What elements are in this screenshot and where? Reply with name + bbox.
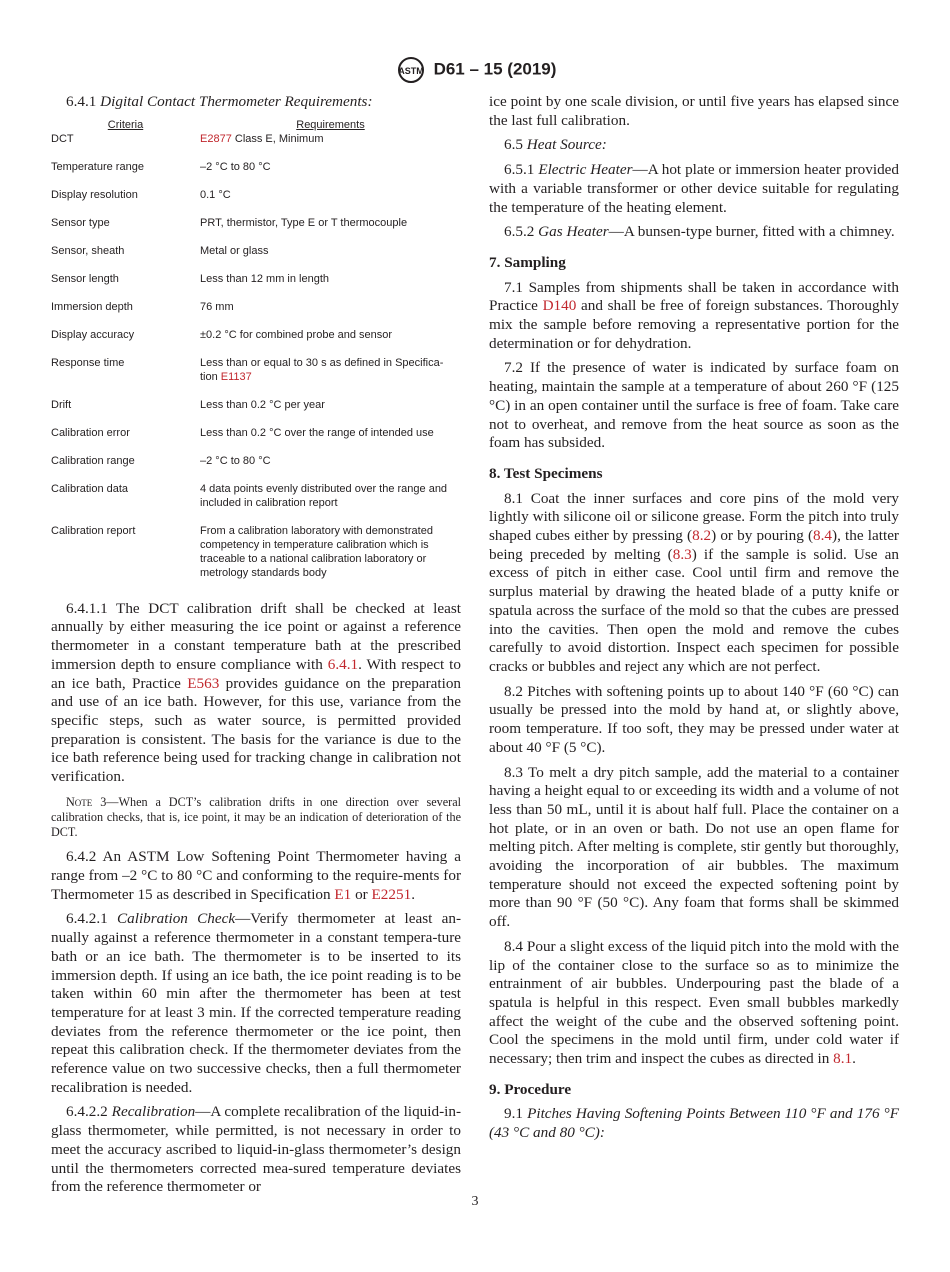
note-3 [51,795,461,841]
cross-reference-link[interactable]: 8.3 [672,545,692,563]
requirement-cell [200,482,461,524]
text-run: 6.5.1 [504,161,539,179]
section-8-4 [489,938,899,1069]
criteria-cell: Calibration data [51,482,129,495]
text-run: 6.4.2 An ASTM Low Softening Point Thermometer having a range from –2 °C to 80 °C and conforming to the require-ments for Thermometer 15 as described in Specification [51,848,461,903]
text-run: ), the latter being preceded by melting ( [489,527,899,563]
text-run: Class E, Minimum [231,132,324,145]
text-run: Digital Contact Thermometer Requirements: [100,93,373,110]
section-6-4-2-2-cont [489,93,899,130]
text-run: 9.1 [504,1105,528,1123]
left-column [51,93,461,1203]
text-run: 3—When a DCT’s calibration drifts in one direction over several calibration checks, that is, ice point, it may be an indication of deterioration of the DCT. [51,794,461,840]
table-row [51,244,461,272]
section-6-5-2 [489,223,899,242]
right-column [489,93,899,1149]
svg-text:ASTM: ASTM [397,66,424,76]
heading-test-specimens [489,465,899,484]
section-6-4-2-1 [51,910,461,1097]
text-run: 6.5.2 [504,223,539,241]
text-run: 7.1 Samples from shipments shall be taken in accordance with Practice [489,278,899,315]
cross-reference-link[interactable]: 8.1 [833,1050,853,1068]
text-run: Note [66,794,93,809]
text-run: Less than 0.2 °C per year [200,398,325,411]
requirement-cell [200,272,461,300]
section-6-4-2-2 [51,1103,461,1197]
table-header-row [51,118,461,132]
requirement-cell [200,328,461,356]
cross-reference-link[interactable]: E563 [187,674,220,692]
dct-requirements-table [51,118,461,594]
text-run: Recalibration [111,1103,196,1121]
requirement-cell [200,356,461,398]
text-run: ice point by one scale division, or until five years has elapsed since the last full calibration. [489,93,899,129]
text-run: Calibration Check [117,910,236,928]
table-row [51,272,461,300]
section-6-5-1 [489,161,899,217]
criteria-cell: Drift [51,398,72,411]
text-run: —A complete recalibration of the liquid-in-glass thermometer, while permitted, is not necessary in order to meet the accuracy ascribed to liquid-in-glass thermometer’s design until the thermometers corrected mea-sured temperature deviates from the reference thermometer or [51,1103,462,1196]
text-run: Metal or glass [200,244,269,257]
cross-reference-link[interactable]: E1 [334,885,352,903]
header-criteria: Criteria [107,118,144,131]
text-run: 6.4.1 [66,93,101,110]
section-8-2 [489,683,899,758]
heading-sampling [489,254,899,273]
document-designation: D61 – 15 (2019) [433,59,557,79]
requirement-cell [200,244,461,272]
text-run: 6.5 [504,136,527,154]
text-run: or [351,885,372,903]
requirement-cell [200,132,461,160]
criteria-cell: Immersion depth [51,300,133,313]
text-run: . With respect to an ice bath, Practice [51,655,461,692]
text-run: –2 °C to 80 °C [200,160,271,173]
cross-reference-link[interactable]: 6.4.1 [327,655,359,673]
astm-logo-icon [394,56,428,84]
section-8-3 [489,764,899,932]
text-run: Less than 12 mm in length [200,272,330,285]
text-run: –2 °C to 80 °C [200,454,271,467]
criteria-cell: Display resolution [51,188,138,201]
criteria-cell: Calibration report [51,524,136,537]
cross-reference-link[interactable]: E2877 [200,132,232,145]
text-run: 6.4.2.1 [66,910,118,928]
table-row [51,426,461,454]
table-row [51,188,461,216]
text-run: and shall be free of foreign substances. Thoroughly mix the sample before removing a representative portion for the determination or for dehydration. [489,297,899,352]
page-header [0,56,950,84]
requirement-cell [200,426,461,454]
table-row [51,454,461,482]
text-run: 76 mm [200,300,234,313]
criteria-cell: Temperature range [51,160,144,173]
section-6-4-2 [51,848,461,904]
text-run: . [411,885,415,903]
requirement-cell [200,188,461,216]
text-run: 0.1 °C [200,188,231,201]
page-number: 3 [471,1194,479,1209]
text-run: —Verify thermometer at least an-nually against a reference thermometer in a constant tempera-ture bath or an ice bath. The thermometer is to be inserted to its immersion depth. If using an ice bath, the ice point reading is to be taken within 60 min after the thermometer has been at test temperature for at least 3 min. If the corrected temperature reading deviates from the reference thermometer or the ice point, then repeat this calibration check. If the thermometer deviates from the reference value on two successive checks, then a full thermometer recalibration is needed. [51,910,462,1096]
table-row [51,398,461,426]
text-run: Gas Heater [538,223,609,241]
text-run: . [852,1050,856,1068]
table-row [51,328,461,356]
section-8-1 [489,490,899,677]
section-7-2 [489,359,899,453]
criteria-cell: Sensor length [51,272,119,285]
table-row [51,524,461,594]
cross-reference-link[interactable]: E2251 [371,885,412,903]
cross-reference-link[interactable]: E1137 [220,370,252,383]
text-run: ) or by pouring ( [711,527,814,545]
requirement-cell [200,398,461,426]
criteria-cell: Sensor type [51,216,110,229]
text-run: 7.2 If the presence of water is indicated by surface foam on heating, maintain the sample at a temperature of about 260 °F (125 °C) in an open container until the surface is free of foam. Take care not to overheat, and remove from the heat source as soon as the foam has subsided. [489,359,899,452]
requirement-cell [200,524,461,594]
table-row [51,132,461,160]
text-run: 8.1 Coat the inner surfaces and core pins of the mold very lightly with silicone oil or silicone grease. Form the pitch into truly shaped cubes either by pressing ( [489,489,899,545]
text-run: provides guidance on the preparation and use of an ice bath. However, for this use, variance from the specific steps, such as water source, is permitted provided preparation is consistent. The basis for the variance is due to the ice bath reference being used for tracking change in calibration not verification. [51,674,462,786]
section-7-1 [489,279,899,354]
text-run: ±0.2 °C for combined probe and sensor [200,328,393,341]
requirement-cell [200,160,461,188]
cross-reference-link[interactable]: 8.2 [692,527,712,545]
text-run: PRT, thermistor, Type E or T thermocouple [200,216,408,229]
section-6-5 [489,136,899,155]
table-row [51,356,461,398]
requirement-cell [200,454,461,482]
criteria-cell: Response time [51,356,125,369]
text-run: ) if the sample is solid. Use an excess of pitch in either case. Cool until firm and remove the surplus material by drawing the heated blade of a putty knife or spatula across the surface of the mold so that the cubes are pressed into the cavities. Then open the mold and remove the cubes carefully to avoid distortion. Inspect each specimen for possible cracks or bubbles and reject any which are not perfect. [489,545,899,675]
text-run: 8.4 Pour a slight excess of the liquid pitch into the mold with the lip of the container close to the surface so as to minimize the entrainment of air bubbles. Underpouring past the blade of a spatula is helpful in this respect. Even small bubbles markedly affect the weight of the cube and the observed softening point. Cool the specimens in the mold until firm, under cold water if necessary; then trim and inspect the cubes as directed in [489,937,899,1068]
section-6-4-1-1 [51,600,461,787]
text-run: 8. Test Specimens [489,464,603,482]
text-run: 6.4.1.1 The DCT calibration drift shall be checked at least annually by either measuring the ice point or against a reference thermometer in a constant temperature bath at the prescribed immersion depth to ensure compliance with [51,599,461,673]
criteria-cell: Sensor, sheath [51,244,125,257]
text-run: 9. Procedure [489,1080,572,1098]
section-9-1 [489,1105,899,1142]
criteria-cell: DCT [51,132,74,145]
criteria-cell: Calibration error [51,426,130,439]
criteria-cell: Calibration range [51,454,135,467]
text-run: 7. Sampling [489,253,566,271]
text-run: Pitches Having Softening Points Between 110 °F and 176 °F (43 °C and 80 °C): [489,1105,899,1142]
criteria-cell: Display accuracy [51,328,135,341]
requirement-cell [200,300,461,328]
text-run: Electric Heater [538,161,633,179]
heading-procedure [489,1081,899,1100]
text-run: 8.3 To melt a dry pitch sample, add the material to a container having a height equal to or exceeding its width and a volume of not less than 50 mL, until it is about half full. Place the container on a hot plate, or in an oven or bath. Do not use an open flame for melting pitch. After melting is complete, stir gently but thoroughly, avoiding the incorporation of air bubbles. The maximum temperature should not exceed the expected softening point by more than 90 °F (50 °C). Any foam that forms shall be skimmed off. [489,763,899,931]
text-run: Less than or equal to 30 s as defined in Specifica-tion [200,356,444,383]
text-run: Heat Source: [526,136,607,154]
text-run: 4 data points evenly distributed over the range and included in calibration report [200,482,448,509]
table-row [51,160,461,188]
text-run: From a calibration laboratory with demonstrated competency in temperature calibration which is traceable to a national calibration laboratory or metrology standards body [200,524,433,579]
requirement-cell [200,216,461,244]
header-requirements: Requirements [296,118,365,131]
text-run: —A bunsen-type burner, fitted with a chimney. [608,223,895,241]
text-run: 8.2 Pitches with softening points up to about 140 °F (60 °C) can usually be pressed into the mold by hand at, or slightly above, room temperature. If too soft, they may be pressed under water at about 40 °F (5 °C). [489,682,899,756]
table-row [51,482,461,524]
text-run: —A hot plate or immersion heater provided with a variable transformer or other device suitable for regulating the temperature of the heating element. [489,161,900,216]
cross-reference-link[interactable]: D140 [542,297,577,315]
section-6-4-1 [51,93,461,112]
table-row [51,216,461,244]
text-run: Less than 0.2 °C over the range of intended use [200,426,434,439]
cross-reference-link[interactable]: 8.4 [813,527,833,545]
text-run: 6.4.2.2 [66,1103,112,1121]
table-row [51,300,461,328]
